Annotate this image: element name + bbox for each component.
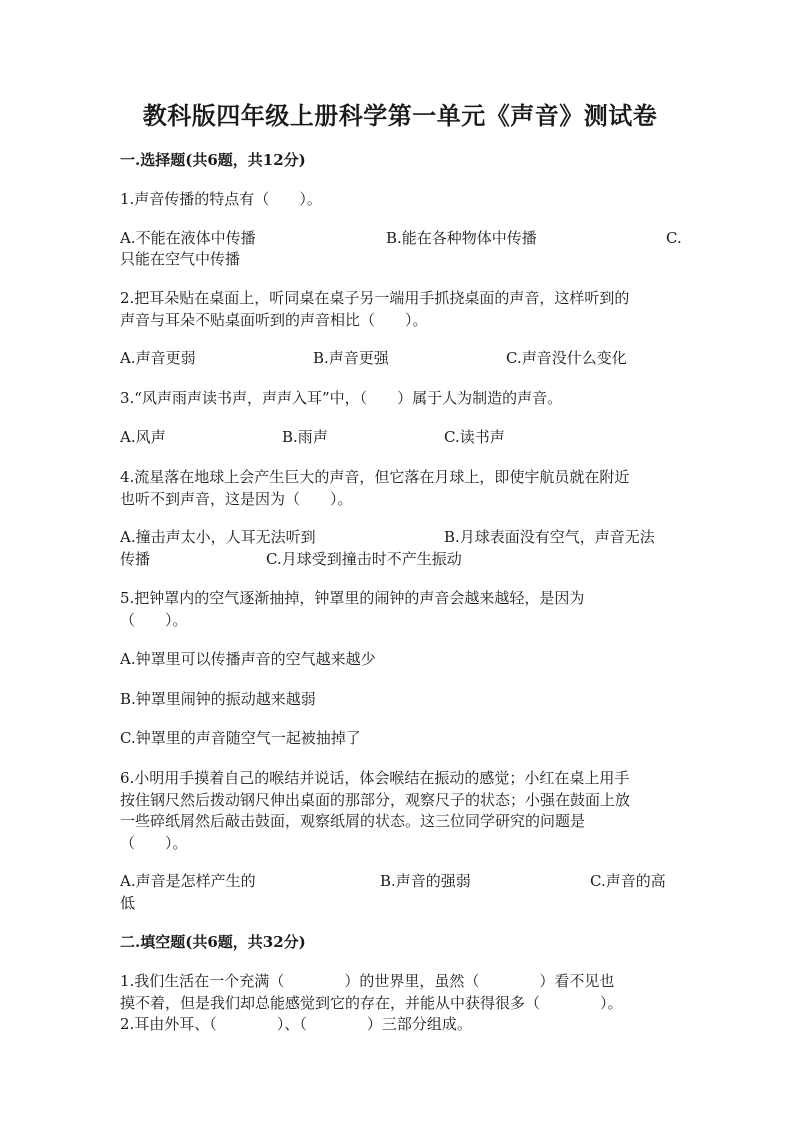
- question-2-option-a: A.声音更弱: [120, 349, 196, 367]
- question-4-option-b: B.月球表面没有空气，声音无法: [444, 528, 655, 546]
- question-6-stem-line-1: 6.小明用手摸着自己的喉结并说话，体会喉结在振动的感觉；小红在桌上用手: [120, 769, 630, 787]
- question-5-stem-line-2: （ ）。: [120, 611, 188, 629]
- question-3-option-c: C.读书声: [444, 428, 505, 446]
- question-6-stem-line-4: （ ）。: [120, 834, 188, 852]
- question-1-option-c-label: C.: [666, 229, 682, 247]
- question-4-option-a: A.撞击声太小，人耳无法听到: [120, 528, 316, 546]
- question-6-option-a: A.声音是怎样产生的: [120, 872, 256, 890]
- section-heading-fill-in: 二.填空题(共6题，共32分): [120, 933, 306, 951]
- question-5-option-b: B.钟罩里闹钟的振动越来越弱: [120, 690, 316, 708]
- question-3-option-b: B.雨声: [282, 428, 328, 446]
- question-2-option-b: B.声音更强: [313, 349, 389, 367]
- question-4-option-b-tail: 传播: [120, 550, 151, 568]
- question-6-option-b: B.声音的强弱: [380, 872, 471, 890]
- question-1-option-c-text: 只能在空气中传播: [120, 250, 241, 268]
- question-3-option-a: A.风声: [120, 428, 166, 446]
- question-6-stem-line-2: 按住钢尺然后拨动钢尺伸出桌面的那部分，观察尺子的状态；小强在鼓面上放: [120, 791, 631, 809]
- question-2-stem-line-2: 声音与耳朵不贴桌面听到的声音相比（ ）。: [120, 311, 428, 329]
- question-4-option-c: C.月球受到撞击时不产生振动: [266, 550, 462, 568]
- question-5-option-a: A.钟罩里可以传播声音的空气越来越少: [120, 650, 376, 668]
- question-4-stem-line-1: 4.流星落在地球上会产生巨大的声音，但它落在月球上，即使宇航员就在附近: [120, 468, 630, 486]
- question-5-stem-line-1: 5.把钟罩内的空气逐渐抽掉，钟罩里的闹钟的声音会越来越轻，是因为: [120, 589, 585, 607]
- question-3-stem: 3.“风声雨声读书声，声声入耳”中，（ ）属于人为制造的声音。: [120, 389, 563, 407]
- question-5-option-c: C.钟罩里的声音随空气一起被抽掉了: [120, 729, 361, 747]
- question-6-option-c-tail: 低: [120, 894, 136, 912]
- question-2-option-c: C.声音没什么变化: [506, 349, 627, 367]
- question-1-option-b: B.能在各种物体中传播: [386, 229, 537, 247]
- fill-question-1-line-1: 1.我们生活在一个充满（ ）的世界里，虽然（ ）看不见也: [120, 972, 615, 990]
- question-1-option-a: A.不能在液体中传播: [120, 229, 256, 247]
- fill-question-2: 2.耳由外耳、（ ）、（ ）三部分组成。: [120, 1015, 472, 1033]
- question-6-option-c: C.声音的高: [590, 872, 666, 890]
- question-4-stem-line-2: 也听不到声音，这是因为（ ）。: [120, 490, 353, 508]
- fill-question-1-line-2: 摸不着，但是我们却总能感觉到它的存在，并能从中获得很多（ ）。: [120, 994, 623, 1012]
- question-1-stem: 1.声音传播的特点有（ ）。: [120, 190, 322, 208]
- section-heading-multiple-choice: 一.选择题(共6题，共12分): [120, 151, 306, 169]
- question-6-stem-line-3: 一些碎纸屑然后敲击鼓面，观察纸屑的状态。这三位同学研究的问题是: [120, 812, 586, 830]
- page-title: 教科版四年级上册科学第一单元《声音》测试卷: [142, 101, 658, 130]
- question-2-stem-line-1: 2.把耳朵贴在桌面上，听同桌在桌子另一端用手抓挠桌面的声音，这样听到的: [120, 289, 630, 307]
